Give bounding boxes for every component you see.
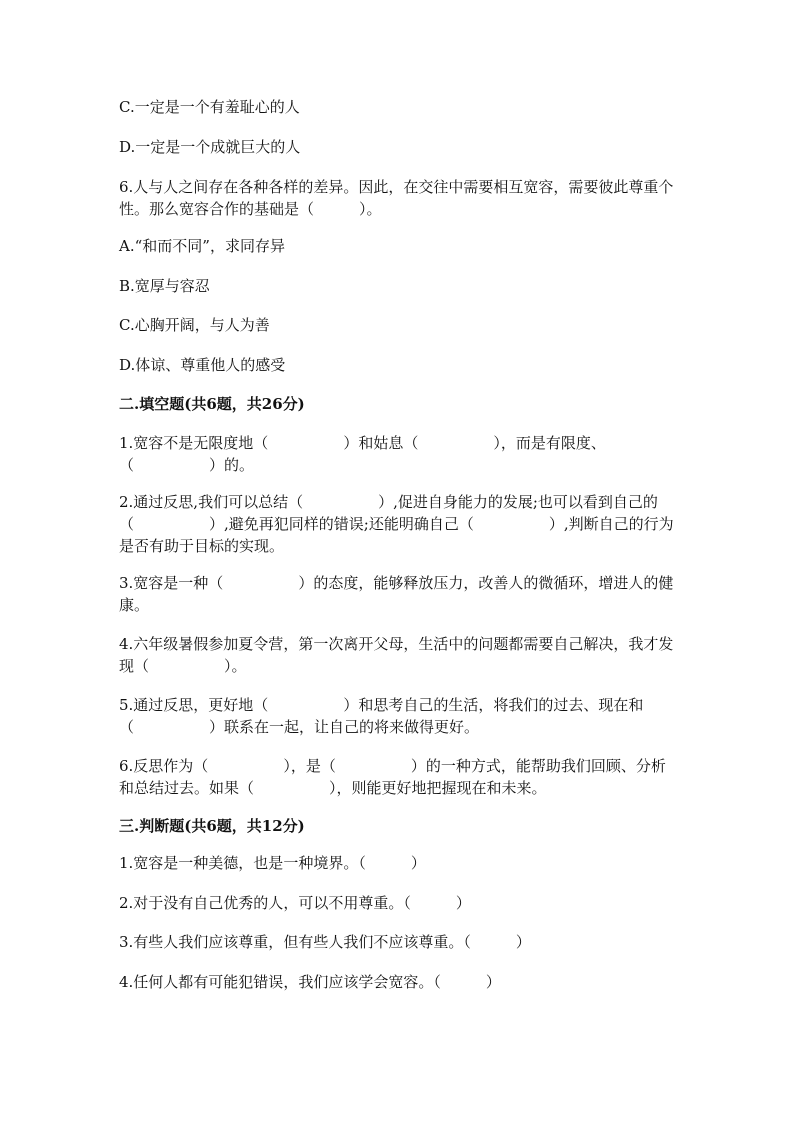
fill-question-6: 6.反思作为（ ），是（ ）的一种方式，能帮助我们回顾、分析和总结过去。如果（ ），则能更好地把握现在和未来。 (119, 757, 666, 797)
question-6-option-b: B.宽厚与容忍 (119, 277, 210, 295)
fill-question-4: 4.六年级暑假参加夏令营，第一次离开父母，生活中的问题都需要自己解决，我才发现（ ）。 (119, 635, 674, 675)
fill-question-1: 1.宽容不是无限度地（ ）和姑息（ ），而是有限度、（ ）的。 (119, 434, 606, 474)
question-6-stem: 6.人与人之间存在各种各样的差异。因此，在交往中需要相互宽容，需要彼此尊重个性。那么宽容合作的基础是（ ）。 (119, 178, 674, 218)
option-c-prev: C.一定是一个有羞耻心的人 (119, 98, 300, 116)
fill-question-3: 3.宽容是一种（ ）的态度，能够释放压力，改善人的微循环，增进人的健康。 (119, 574, 674, 614)
judge-question-4: 4.任何人都有可能犯错误，我们应该学会宽容。（ ） (119, 973, 501, 991)
fill-question-2: 2.通过反思,我们可以总结（ ）,促进自身能力的发展;也可以看到自己的（ ）,避免再犯同样的错误;还能明确自己（ ）,判断自己的行为是否有助于目标的实现。 (119, 493, 674, 555)
judge-question-3: 3.有些人我们应该尊重，但有些人我们不应该尊重。（ ） (119, 933, 531, 951)
fill-question-5: 5.通过反思，更好地（ ）和思考自己的生活，将我们的过去、现在和（ ）联系在一起，让自己的将来做得更好。 (119, 696, 644, 736)
section-2-title: 二.填空题(共6题，共26分) (119, 395, 305, 413)
section-3-title: 三.判断题(共6题，共12分) (119, 817, 305, 835)
judge-question-1: 1.宽容是一种美德，也是一种境界。（ ） (119, 854, 426, 872)
question-6-option-c: C.心胸开阔，与人为善 (119, 316, 270, 334)
option-d-prev: D.一定是一个成就巨大的人 (119, 138, 301, 156)
question-6-option-d: D.体谅、尊重他人的感受 (119, 356, 286, 374)
question-6-option-a: A.“和而不同”，求同存异 (119, 237, 285, 255)
judge-question-2: 2.对于没有自己优秀的人，可以不用尊重。（ ） (119, 894, 471, 912)
